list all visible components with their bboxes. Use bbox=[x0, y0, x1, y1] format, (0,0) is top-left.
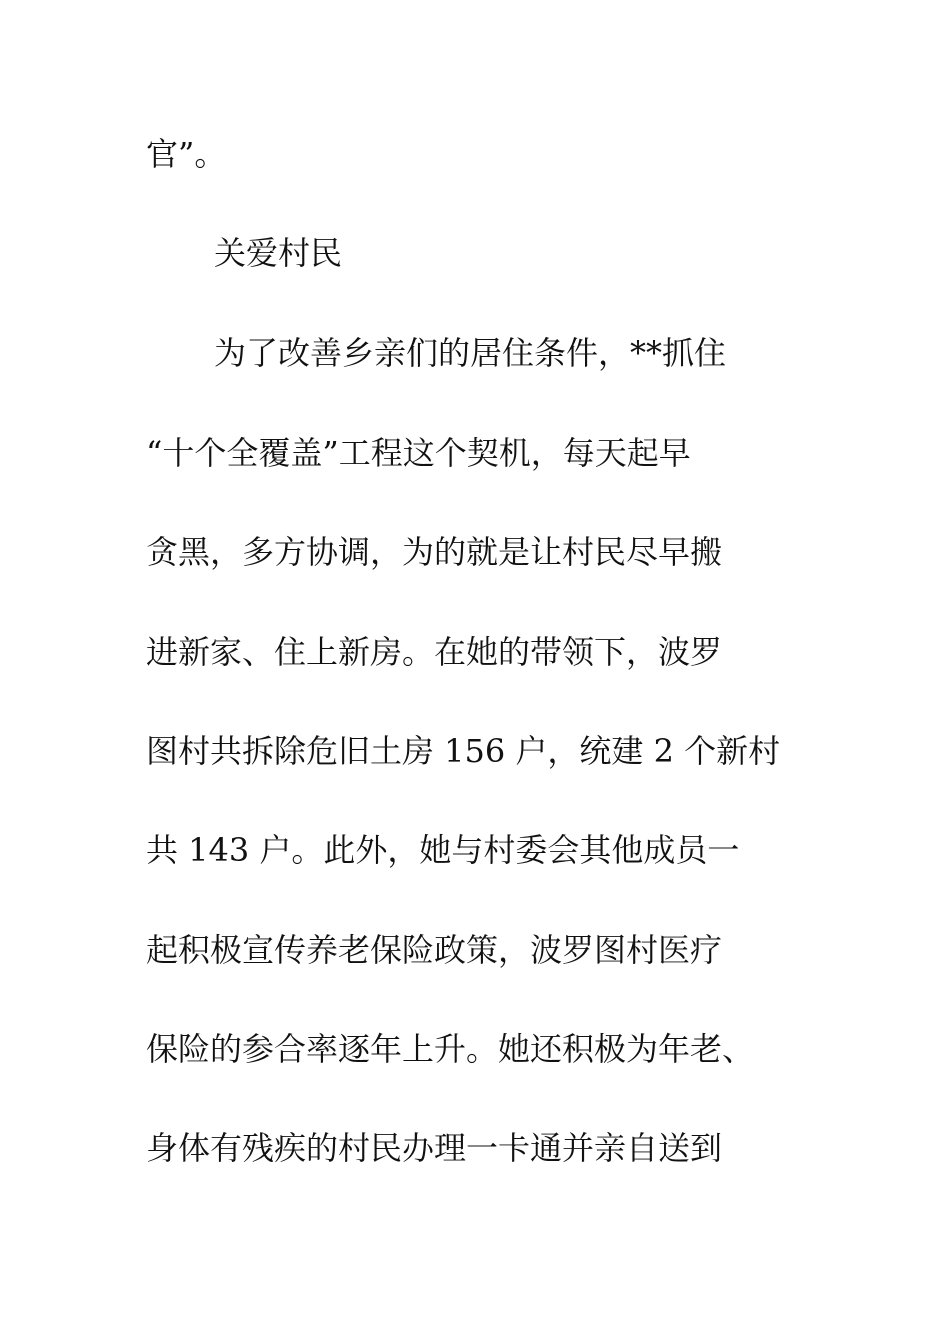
paragraph-line-1: 为了改善乡亲们的居住条件，**抓住 bbox=[214, 334, 727, 372]
paragraph-line-6: 共 143 户。此外，她与村委会其他成员一 bbox=[146, 831, 740, 869]
paragraph-line-8: 保险的参合率逐年上升。她还积极为年老、 bbox=[146, 1030, 755, 1068]
paragraph-line-5: 图村共拆除危旧土房 156 户，统建 2 个新村 bbox=[146, 732, 781, 770]
paragraph-line-2: “十个全覆盖”工程这个契机，每天起早 bbox=[146, 434, 691, 472]
paragraph-line-9: 身体有残疾的村民办理一卡通并亲自送到 bbox=[146, 1129, 723, 1167]
text-line-1: 官”。 bbox=[146, 135, 227, 173]
paragraph-line-4: 进新家、住上新房。在她的带领下，波罗 bbox=[146, 633, 723, 671]
paragraph-line-3: 贪黑，多方协调，为的就是让村民尽早搬 bbox=[146, 533, 723, 571]
section-heading: 关爱村民 bbox=[214, 234, 343, 272]
paragraph-line-7: 起积极宣传养老保险政策，波罗图村医疗 bbox=[146, 931, 723, 969]
